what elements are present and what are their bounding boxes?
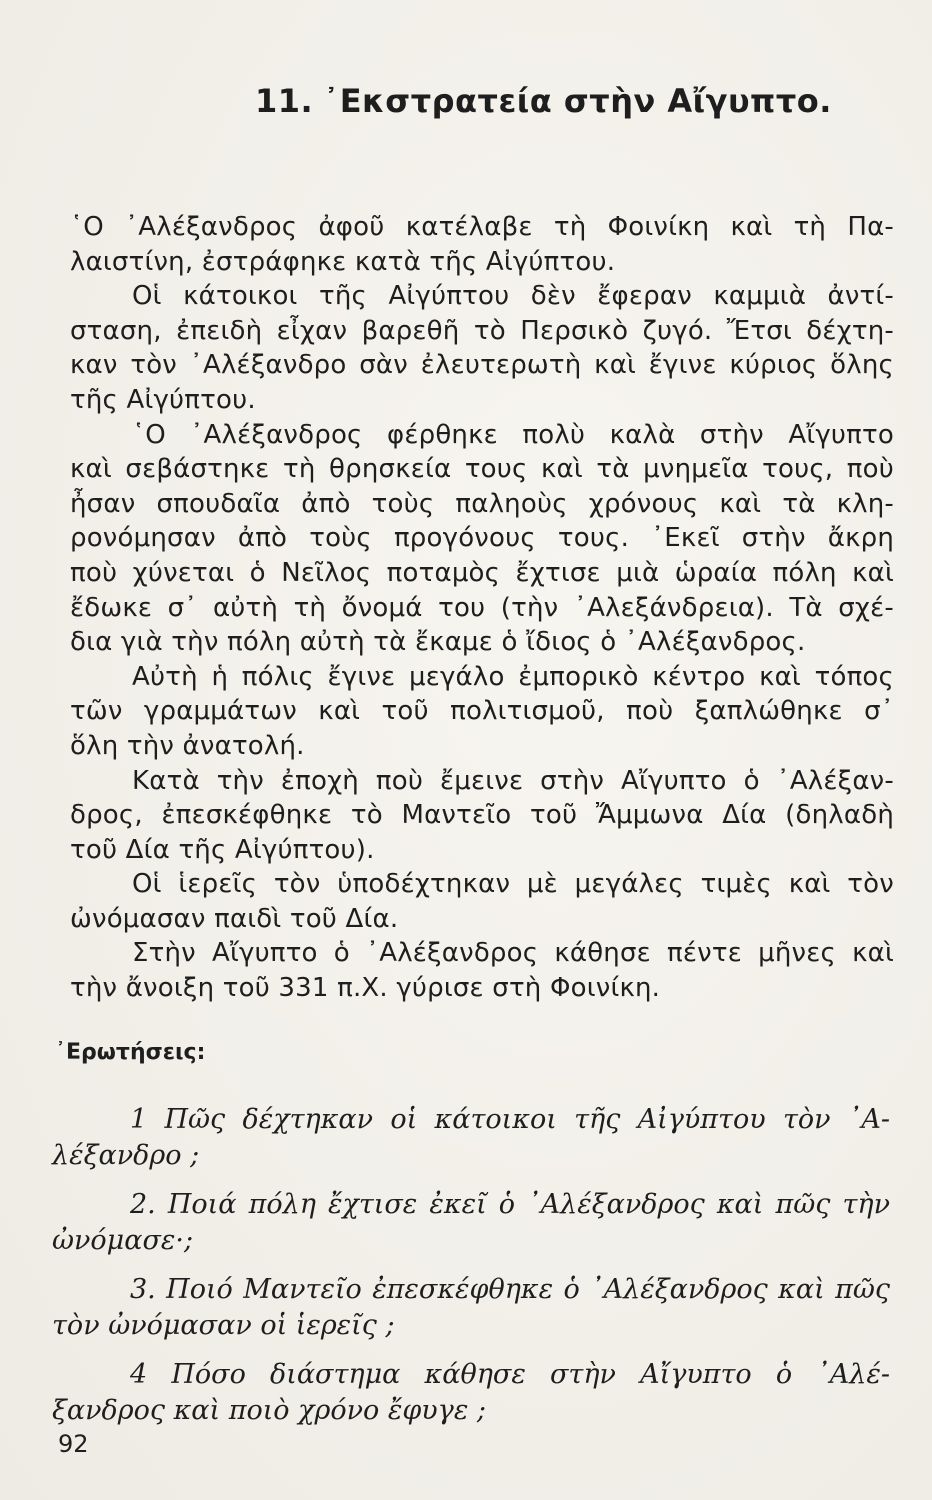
body-line: σταση, ἐπειδὴ εἶχαν βαρεθῆ τὸ Περσικὸ ζυγό. Ἔτσι δέχτη- xyxy=(70,315,894,346)
body-line: Κατὰ τὴν ἐποχὴ ποὺ ἔμεινε στὴν Αἴγυπτο ὁ ᾿Αλέξαν- xyxy=(132,765,894,796)
chapter-body xyxy=(70,210,894,1006)
body-line: τὴν ἄνοιξη τοῦ 331 π.Χ. γύρισε στὴ Φοινίκη. xyxy=(70,973,661,1004)
question-line: λέξανδρο ; xyxy=(52,1140,200,1171)
body-line: καὶ σεβάστηκε τὴ θρησκεία τους καὶ τὰ μνημεῖα τους, ποὺ xyxy=(70,454,894,485)
body-line: τῆς Αἰγύπτου. xyxy=(70,384,256,415)
body-line: ἦσαν σπουδαῖα ἀπὸ τοὺς παληοὺς χρόνους καὶ τὰ κλη- xyxy=(70,488,894,519)
body-line: δια γιὰ τὴν πόλη αὐτὴ τὰ ἔκαμε ὁ ἴδιος ὁ ᾿Αλέξανδρος. xyxy=(70,627,806,658)
body-line: ὠνόμασαν παιδὶ τοῦ Δία. xyxy=(70,903,399,934)
body-line: ρονόμησαν ἀπὸ τοὺς προγόνους τους. ᾿Εκεῖ στὴν ἄκρη xyxy=(70,523,894,554)
body-line: Στὴν Αἴγυπτο ὁ ᾿Αλέξανδρος κάθησε πέντε μῆνες καὶ xyxy=(132,938,894,969)
body-line: Αὐτὴ ἡ πόλις ἔγινε μεγάλο ἐμπορικὸ κέντρο καὶ τόπος xyxy=(132,661,894,692)
question-item xyxy=(52,1187,890,1259)
question-line: 2. Ποιά πόλη ἔχτισε ἐκεῖ ὁ ᾿Αλέξανδρος καὶ πῶς τὴν xyxy=(130,1189,890,1220)
body-line: τῶν γραμμάτων καὶ τοῦ πολιτισμοῦ, ποὺ ξαπλώθηκε σ᾿ xyxy=(70,696,894,727)
body-line: Οἱ κάτοικοι τῆς Αἰγύπτου δὲν ἔφεραν καμμιὰ ἀντί- xyxy=(132,281,894,312)
question-line: ὠνόμασε·; xyxy=(52,1225,194,1256)
chapter-number: 11. xyxy=(255,82,314,120)
question-line: 4 Πόσο διάστημα κάθησε στὴν Αἴγυπτο ὁ ᾿Αλέ- xyxy=(130,1359,890,1390)
body-line: λαιστίνη, ἐστράφηκε κατὰ τῆς Αἰγύπτου. xyxy=(70,246,616,277)
questions-heading: ᾿Ερωτήσεις: xyxy=(55,1040,206,1065)
body-line: τοῦ Δία τῆς Αἰγύπτου). xyxy=(70,834,375,865)
question-item xyxy=(52,1272,890,1344)
body-line: Οἱ ἱερεῖς τὸν ὑποδέχτηκαν μὲ μεγάλες τιμὲς καὶ τὸν xyxy=(132,869,894,900)
body-line: καν τὸν ᾿Αλέξανδρο σὰν ἐλευτερωτὴ καὶ ἔγινε κύριος ὅλης xyxy=(70,350,894,381)
question-line: τὸν ὠνόμασαν οἱ ἱερεῖς ; xyxy=(52,1310,395,1341)
question-line: 1 Πῶς δέχτηκαν οἱ κάτοικοι τῆς Αἰγύπτου τὸν ᾿Α- xyxy=(130,1104,890,1135)
page-number: 92 xyxy=(58,1430,89,1458)
question-item xyxy=(52,1357,890,1429)
questions-list xyxy=(52,1102,890,1429)
question-line: 3. Ποιό Μαντεῖο ἐπεσκέφθηκε ὁ ᾿Αλέξανδρος καὶ πῶς xyxy=(130,1274,890,1305)
chapter-heading xyxy=(255,82,832,120)
body-line: ὅλη τὴν ἀνατολή. xyxy=(70,730,305,761)
body-line: ποὺ χύνεται ὁ Νεῖλος ποταμὸς ἔχτισε μιὰ ὡραία πόλη καὶ xyxy=(70,557,894,588)
question-item xyxy=(52,1102,890,1174)
chapter-title: ᾿Εκστρατεία στὴν Αἴγυπτο. xyxy=(323,82,832,120)
body-line: δρος, ἐπεσκέφθηκε τὸ Μαντεῖο τοῦ Ἄμμωνα Δία (δηλαδὴ xyxy=(70,800,894,831)
body-line: ῾Ο ᾿Αλέξανδρος φέρθηκε πολὺ καλὰ στὴν Αἴγυπτο xyxy=(132,419,894,450)
question-line: ξανδρος καὶ ποιὸ χρόνο ἔφυγε ; xyxy=(52,1395,486,1426)
body-line: ἔδωκε σ᾿ αὐτὴ τὴ ὄνομά του (τὴν ᾿Αλεξάνδρεια). Τὰ σχέ- xyxy=(70,592,894,623)
body-line: ῾Ο ᾿Αλέξανδρος ἀφοῦ κατέλαβε τὴ Φοινίκη καὶ τὴ Πα- xyxy=(70,212,894,242)
